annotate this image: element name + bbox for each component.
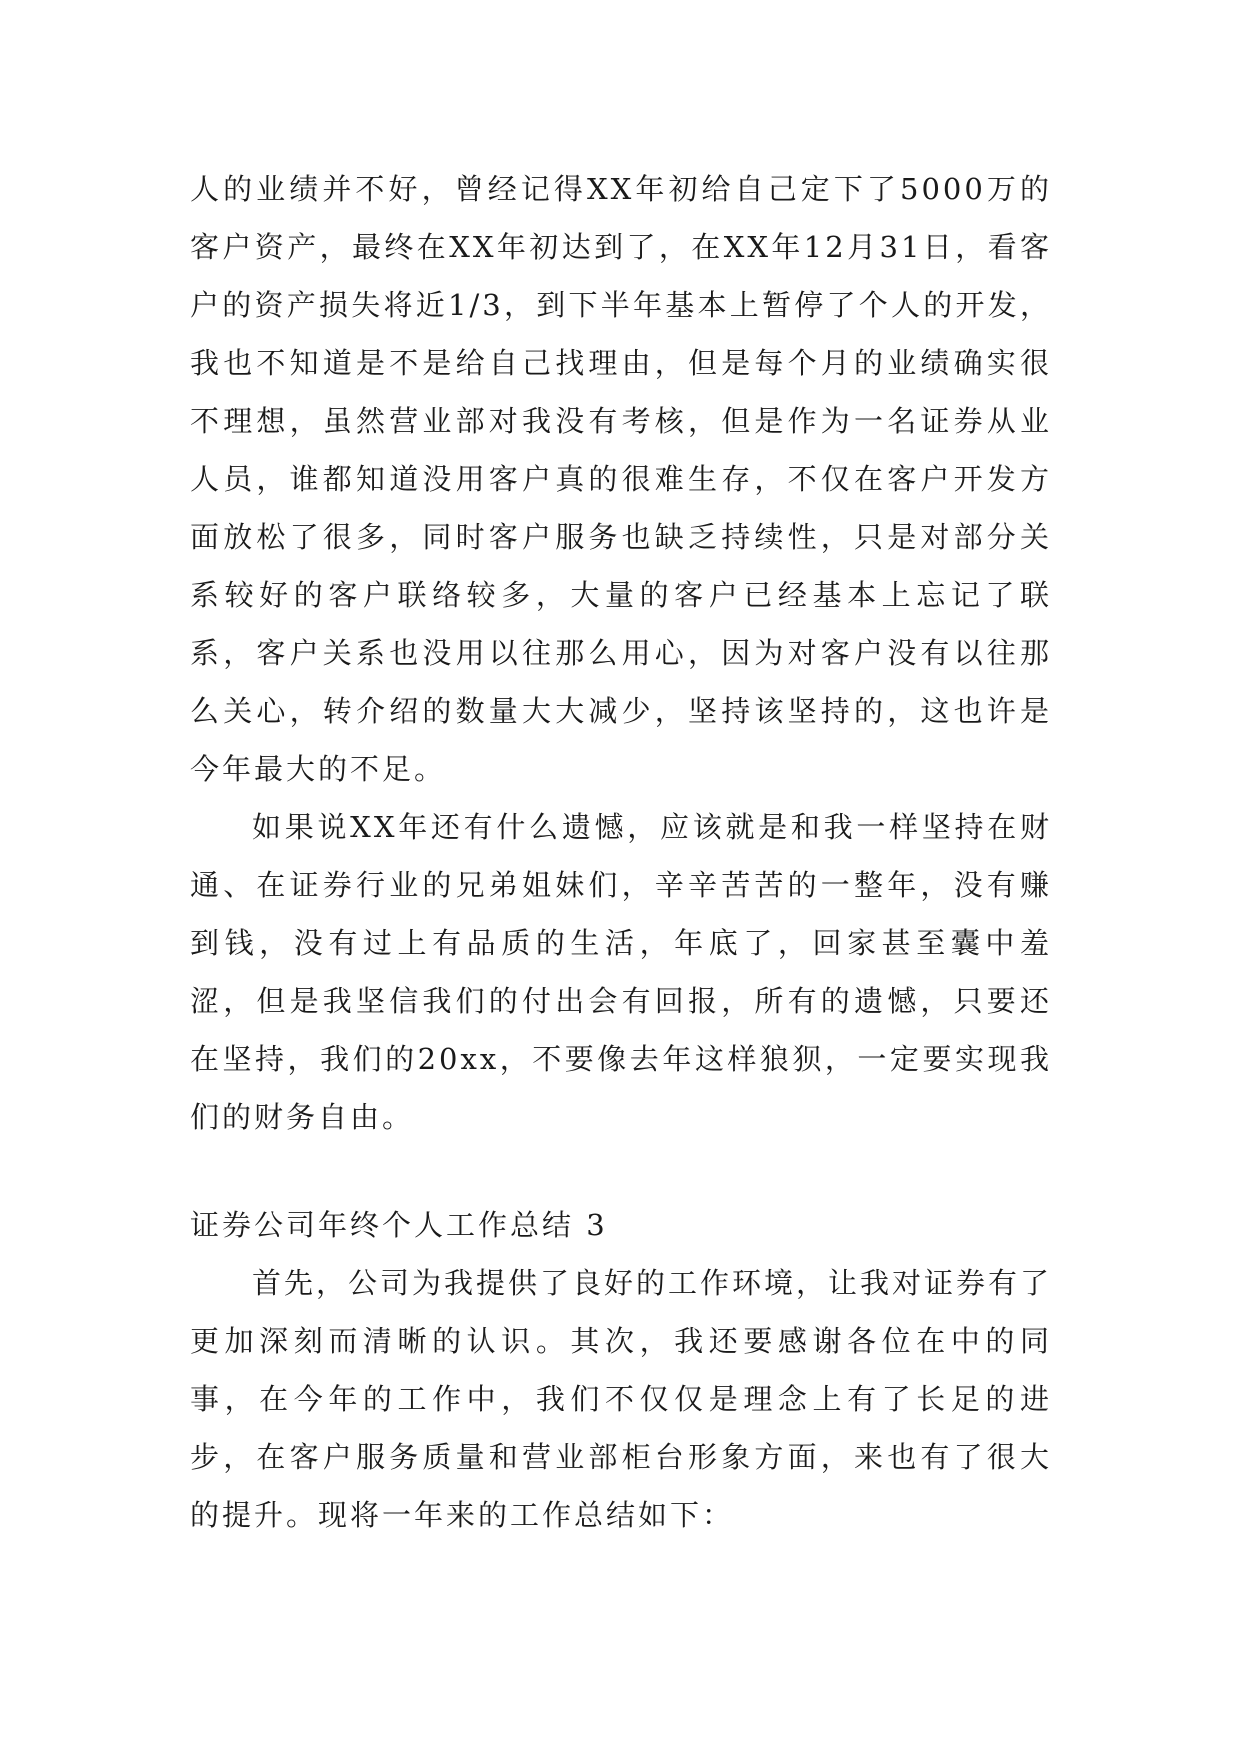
paragraph-performance-review: 人的业绩并不好，曾经记得XX年初给自己定下了5000万的客户资产，最终在XX年初达到了，在XX年12月31日，看客户的资产损失将近1/3，到下半年基本上暂停了个人的开发，我也不知道是不是给自己找理由，但是每个月的业绩确实很不理想，虽然营业部对我没有考核，但是作为一名证券从业人员，谁都知道没用客户真的很难生存，不仅在客户开发方面放松了很多，同时客户服务也缺乏持续性，只是对部分关系较好的客户联络较多，大量的客户已经基本上忘记了联系，客户关系也没用以往那么用心，因为对客户没有以往那么关心，转介绍的数量大大减少，坚持该坚持的，这也许是今年最大的不足。: [190, 172, 1052, 786]
body-text: [190, 160, 1052, 1146]
section-paragraph: 首先，公司为我提供了良好的工作环境，让我对证券有了更加深刻而清晰的认识。其次，我还要感谢各位在中的同事，在今年的工作中，我们不仅仅是理念上有了长足的进步，在客户服务质量和营业部柜台形象方面，来也有了很大的提升。现将一年来的工作总结如下：: [190, 1266, 1053, 1532]
document-page: [190, 160, 1052, 1544]
paragraph-regrets: 如果说XX年还有什么遗憾，应该就是和我一样坚持在财通、在证券行业的兄弟姐妹们，辛辛苦苦的一整年，没有赚到钱，没有过上有品质的生活，年底了，回家甚至囊中羞涩，但是我坚信我们的付出会有回报，所有的遗憾，只要还在坚持，我们的20xx，不要像去年这样狼狈，一定要实现我们的财务自由。: [190, 810, 1052, 1134]
section-title: 证券公司年终个人工作总结 3: [190, 1208, 608, 1242]
